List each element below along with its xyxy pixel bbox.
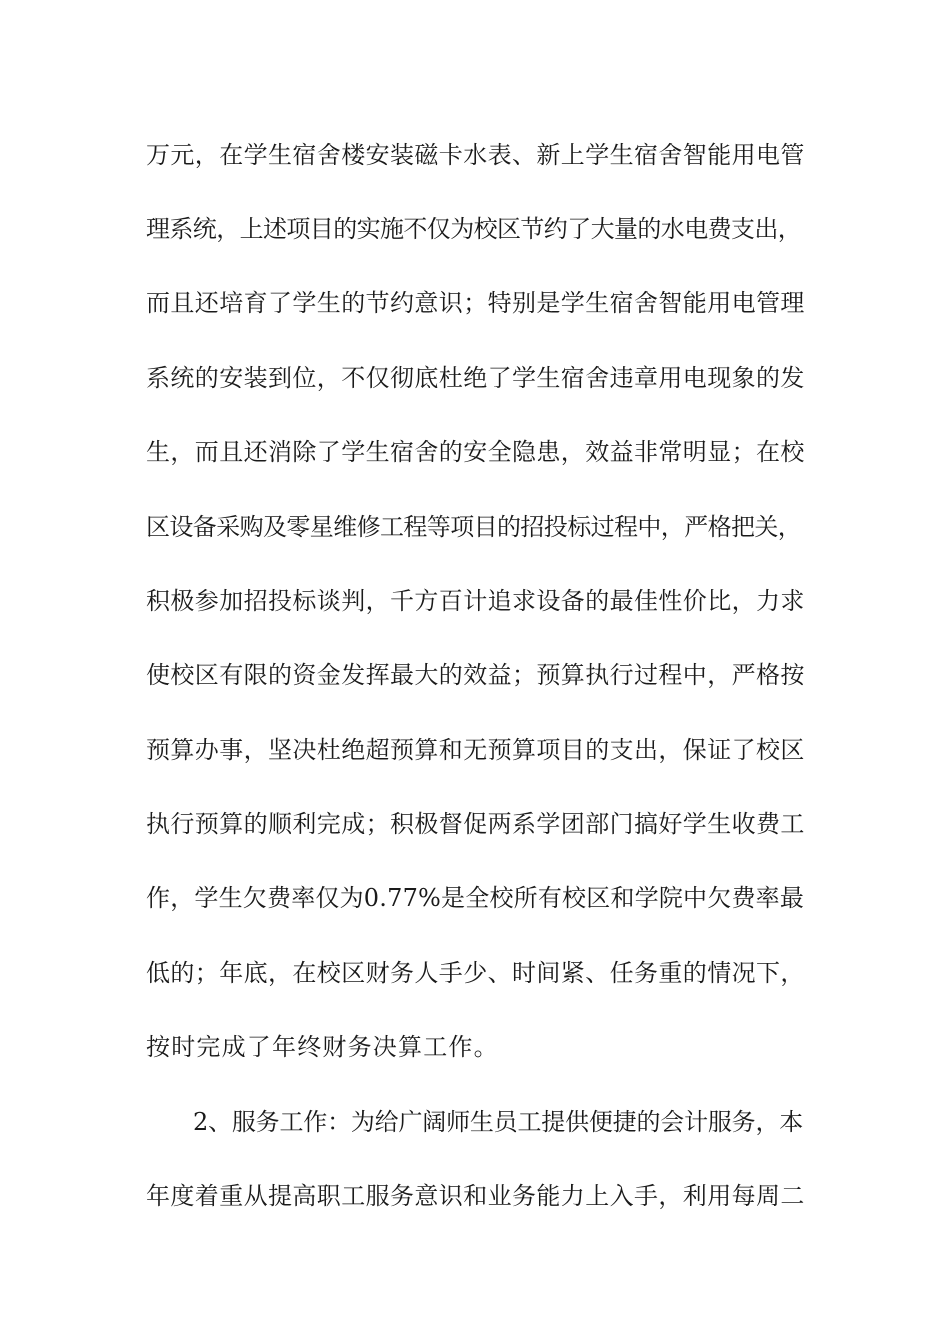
text-line: 低的；年底，在校区财务人手少、时间紧、任务重的情况下， [146, 959, 805, 987]
text-line: 按时完成了年终财务决算工作。 [146, 1033, 499, 1061]
text-line: 系统的安装到位，不仅彻底杜绝了学生宿舍违章用电现象的发 [146, 364, 805, 392]
text-line: 生，而且还消除了学生宿舍的安全隐患，效益非常明显；在校 [146, 438, 805, 466]
text-line: 积极参加招投标谈判，千方百计追求设备的最佳性价比，力求 [146, 587, 805, 615]
text-line: 区设备采购及零星维修工程等项目的招投标过程中，严格把关， [146, 513, 802, 541]
text-line: 预算办事，坚决杜绝超预算和无预算项目的支出，保证了校区 [146, 736, 805, 764]
text-line: 执行预算的顺利完成；积极督促两系学团部门搞好学生收费工 [146, 810, 805, 838]
text-line: 作，学生欠费率仅为0.77%是全校所有校区和学院中欠费率最 [146, 884, 805, 912]
text-line: 而且还培育了学生的节约意识；特别是学生宿舍智能用电管理 [146, 289, 805, 317]
text-line: 使校区有限的资金发挥最大的效益；预算执行过程中，严格按 [146, 661, 805, 689]
text-line: 2、服务工作：为给广阔师生员工提供便捷的会计服务，本 [193, 1108, 804, 1136]
text-line: 理系统，上述项目的实施不仅为校区节约了大量的水电费支出， [146, 215, 802, 243]
text-line: 万元，在学生宿舍楼安装磁卡水表、新上学生宿舍智能用电管 [146, 141, 805, 169]
text-line: 年度着重从提高职工服务意识和业务能力上入手，利用每周二 [146, 1182, 805, 1210]
